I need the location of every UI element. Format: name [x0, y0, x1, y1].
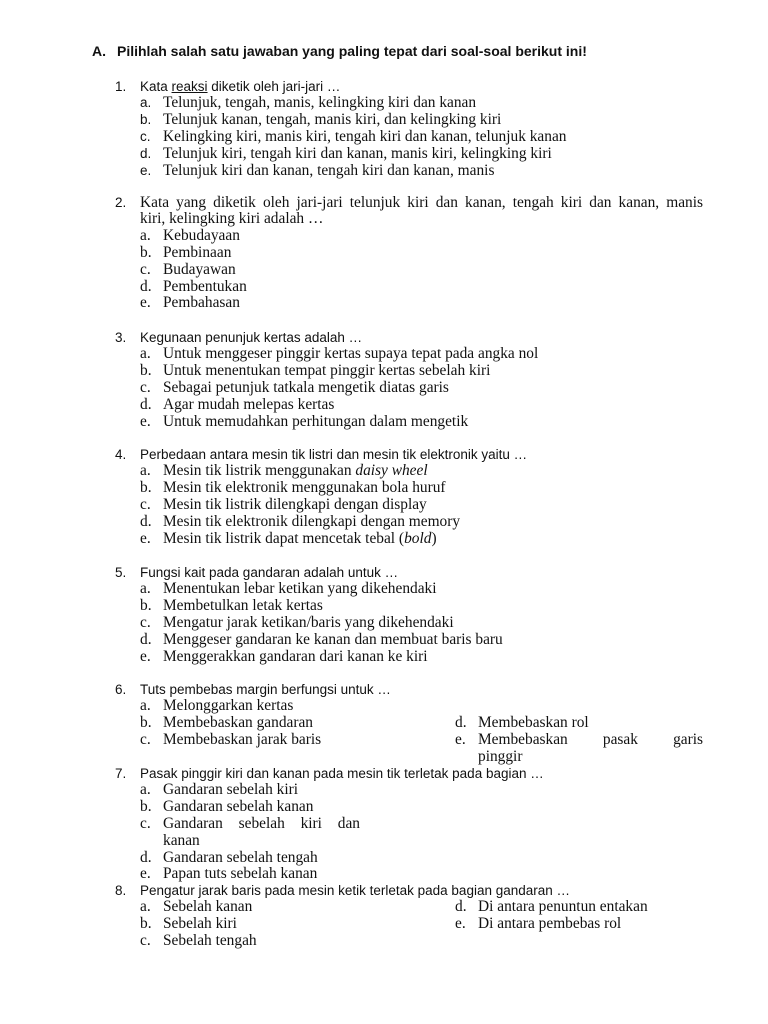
option-row-continuation: [0, 749, 768, 766]
question-stem: Tuts pembebas margin berfungsi untuk …: [140, 681, 391, 697]
option-text: Mesin tik elektronik dilengkapi dengan memory: [163, 512, 461, 530]
option-text: Untuk menggeser pinggir kertas supaya tepat pada angka nol: [163, 345, 539, 363]
option-row: [0, 782, 768, 799]
question-stem: Pasak pinggir kiri dan kanan pada mesin tik terletak pada bagian …: [140, 765, 544, 781]
option-row: [0, 480, 768, 497]
option-text: Mesin tik listrik dilengkapi dengan display: [163, 495, 427, 513]
option-letter: d.: [140, 848, 152, 866]
option-text: Gandaran sebelah kanan: [163, 798, 314, 816]
option-text: Kelingking kiri, manis kiri, tengah kiri dan kanan, telunjuk kanan: [163, 127, 567, 145]
question-number: 5.: [115, 564, 127, 580]
option-text-plain: Mesin tik listrik menggunakan: [163, 462, 356, 480]
option-letter: c.: [140, 495, 151, 513]
option-letter: d.: [140, 395, 152, 413]
question-stem-row: [0, 883, 768, 900]
option-text-plain: Mesin tik listrik dapat mencetak tebal (: [163, 529, 405, 547]
option-text: Menggerakkan gandaran dari kanan ke kiri: [163, 647, 428, 665]
option-letter: d.: [140, 277, 152, 295]
question-stem: Perbedaan antara mesin tik listri dan mesin tik elektronik yaitu …: [140, 446, 528, 462]
option-row: [0, 129, 768, 146]
question-8: [0, 883, 768, 950]
option-letter: c.: [140, 931, 151, 949]
option-row: [0, 380, 768, 397]
option-letter: c.: [140, 260, 151, 278]
option-text: Membebaskan gandaran: [163, 714, 313, 732]
option-text: Gandaran sebelah kiri dan: [163, 814, 360, 832]
question-7: [0, 766, 768, 884]
option-row: [0, 463, 768, 480]
question-stem: Pengatur jarak baris pada mesin ketik terletak pada bagian gandaran …: [140, 882, 571, 898]
stem-text: diketik oleh jari-jari …: [207, 78, 341, 94]
stem-underlined-word: reaksi: [171, 78, 208, 94]
option-letter: a.: [140, 227, 151, 245]
option-row: [0, 598, 768, 615]
option-text: Pembinaan: [163, 243, 232, 261]
option-letter: b.: [140, 714, 152, 732]
option-text-italic: bold: [404, 529, 432, 547]
option-row: [0, 799, 768, 816]
option-letter: d.: [140, 145, 152, 161]
option-letter: a.: [140, 898, 151, 916]
option-letter: e.: [140, 412, 151, 430]
question-stem: [140, 79, 340, 96]
option-letter: a.: [140, 580, 151, 598]
option-text: Sebelah kiri: [163, 915, 237, 933]
option-letter: e.: [140, 294, 151, 312]
option-text: Menggeser gandaran ke kanan dan membuat baris baru: [163, 630, 503, 648]
option-row: [0, 816, 768, 833]
option-row: [0, 933, 768, 950]
option-text: Budayawan: [163, 260, 236, 278]
option-text: Papan tuts sebelah kanan: [163, 865, 318, 883]
option-text-plain: ): [431, 529, 437, 547]
question-2: [0, 195, 768, 313]
option-text: Membetulkan letak kertas: [163, 597, 323, 615]
option-text: Menentukan lebar ketikan yang dikehendaki: [163, 580, 437, 598]
question-stem-row: [0, 211, 768, 228]
option-letter: b.: [140, 915, 152, 933]
option-row: [0, 497, 768, 514]
option-row: [0, 916, 768, 933]
option-letter: b.: [140, 362, 152, 380]
option-text: Mengatur jarak ketikan/baris yang dikehendaki: [163, 613, 454, 631]
question-5: [0, 565, 768, 666]
option-text: Telunjuk kiri, tengah kiri dan kanan, manis kiri, kelingking kiri: [163, 144, 552, 162]
option-letter: e.: [455, 915, 466, 933]
option-letter: c.: [140, 128, 151, 144]
question-1: [0, 79, 768, 180]
option-letter: c.: [140, 613, 151, 631]
option-row: [0, 262, 768, 279]
option-letter: a.: [140, 345, 151, 363]
option-row: [0, 632, 768, 649]
option-row: [0, 732, 768, 749]
option-letter: a.: [140, 462, 151, 480]
option-row: [0, 531, 768, 548]
section-header: [0, 43, 768, 60]
question-stem-row: [0, 682, 768, 699]
option-letter: b.: [140, 112, 152, 128]
option-text: Telunjuk, tengah, manis, kelingking kiri dan kanan: [163, 94, 477, 112]
question-stem-row: [0, 565, 768, 582]
option-row: [0, 514, 768, 531]
option-text: Pembentukan: [163, 277, 247, 295]
option-text-italic: daisy wheel: [355, 462, 428, 480]
question-stem-row: [0, 330, 768, 347]
option-text: kanan: [163, 831, 200, 849]
option-text: Kebudayaan: [163, 227, 240, 245]
option-row: [0, 615, 768, 632]
option-text: Telunjuk kiri dan kanan, tengah kiri dan kanan, manis: [163, 161, 495, 179]
option-row: [0, 295, 768, 312]
option-row: [0, 899, 768, 916]
question-stem-row: [0, 447, 768, 464]
option-row: [0, 346, 768, 363]
option-letter: b.: [140, 597, 152, 615]
question-number: 6.: [115, 681, 127, 697]
question-stem-row: [0, 195, 768, 212]
option-text: Membebaskan jarak baris: [163, 730, 322, 748]
option-text: Telunjuk kanan, tengah, manis kiri, dan kelingking kiri: [163, 111, 502, 129]
option-text: Membebaskan rol: [478, 714, 589, 732]
option-row: [0, 279, 768, 296]
option-row: [0, 649, 768, 666]
question-stem: Fungsi kait pada gandaran adalah untuk …: [140, 564, 399, 580]
section-instruction: Pilihlah salah satu jawaban yang paling tepat dari soal-soal berikut ini!: [117, 43, 587, 59]
option-letter: c.: [140, 730, 151, 748]
option-letter: e.: [140, 162, 152, 178]
option-letter: d.: [140, 630, 152, 648]
option-row: [0, 715, 768, 732]
option-letter: e.: [140, 865, 151, 883]
option-row: [0, 112, 768, 129]
option-row: [0, 163, 768, 180]
option-letter: b.: [140, 243, 152, 261]
question-4: [0, 447, 768, 548]
option-letter: a.: [140, 781, 151, 799]
option-text: [163, 531, 437, 548]
stem-text: Kata: [140, 78, 172, 94]
question-number: 1.: [115, 78, 127, 94]
option-letter: b.: [140, 798, 152, 816]
option-text: Di antara pembebas rol: [478, 915, 622, 933]
option-row: [0, 581, 768, 598]
option-row: [0, 698, 768, 715]
option-row: [0, 363, 768, 380]
option-text: Untuk menentukan tempat pinggir kertas sebelah kiri: [163, 362, 491, 380]
question-number: 8.: [115, 882, 127, 898]
option-text: Sebagai petunjuk tatkala mengetik diatas garis: [163, 378, 449, 396]
option-letter: b.: [140, 479, 152, 497]
option-letter: e.: [455, 730, 466, 748]
question-number: 7.: [115, 765, 127, 781]
option-letter: d.: [140, 512, 152, 530]
option-text: Membebaskan pasak garis: [478, 730, 703, 748]
question-6: [0, 682, 768, 766]
option-text: Gandaran sebelah kiri: [163, 781, 299, 799]
option-row: [0, 146, 768, 163]
option-row: [0, 228, 768, 245]
option-row: [0, 850, 768, 867]
option-row-continuation: [0, 833, 768, 850]
option-text: Sebelah kanan: [163, 898, 253, 916]
option-text: Untuk memudahkan perhitungan dalam mengetik: [163, 412, 469, 430]
option-row: [0, 414, 768, 431]
option-text: [163, 463, 428, 480]
option-text: Sebelah tengah: [163, 931, 257, 949]
option-letter: d.: [455, 714, 467, 732]
question-stem-row: [0, 766, 768, 783]
option-text: pinggir: [478, 747, 523, 765]
option-row: [0, 245, 768, 262]
option-text: Mesin tik elektronik menggunakan bola huruf: [163, 479, 446, 497]
option-letter: a.: [140, 95, 152, 111]
option-text: Melonggarkan kertas: [163, 697, 294, 715]
option-letter: e.: [140, 529, 151, 547]
question-number: 4.: [115, 446, 127, 462]
option-letter: c.: [140, 814, 151, 832]
question-stem: Kegunaan penunjuk kertas adalah …: [140, 329, 363, 345]
option-row: [0, 95, 768, 112]
option-text: Gandaran sebelah tengah: [163, 848, 318, 866]
option-letter: d.: [455, 898, 467, 916]
question-stem: Kata yang diketik oleh jari-jari telunjuk kiri dan kanan, tengah kiri dan kanan, manis: [140, 193, 703, 211]
option-text: Di antara penuntun entakan: [478, 898, 648, 916]
question-stem-row: [0, 79, 768, 96]
question-number: 3.: [115, 329, 127, 345]
option-letter: e.: [140, 647, 151, 665]
question-3: [0, 330, 768, 431]
option-letter: a.: [140, 697, 151, 715]
option-letter: c.: [140, 378, 151, 396]
question-stem: kiri, kelingking kiri adalah …: [140, 210, 324, 228]
option-text: Pembahasan: [163, 294, 240, 312]
option-row: [0, 397, 768, 414]
option-row: [0, 866, 768, 883]
question-number: 2.: [115, 194, 127, 210]
section-label: A.: [92, 43, 106, 59]
option-text: Agar mudah melepas kertas: [163, 395, 335, 413]
